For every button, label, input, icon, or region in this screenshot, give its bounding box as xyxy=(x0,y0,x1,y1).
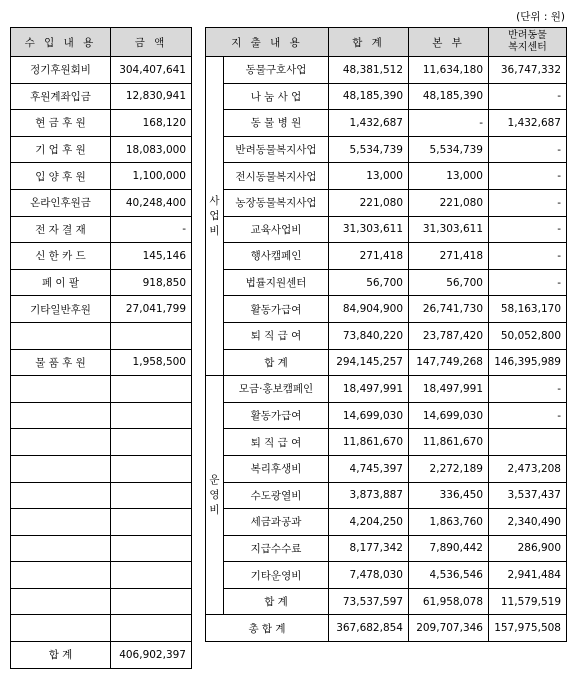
income-label: 페 이 팔 xyxy=(11,269,111,296)
income-label: 후원계좌입금 xyxy=(11,83,111,110)
business-expense-label: 반려동물복지사업 xyxy=(224,136,329,163)
business-expense-label: 동 물 병 원 xyxy=(224,110,329,137)
operating-expense-total: 3,873,887 xyxy=(329,482,409,509)
operating-expense-row xyxy=(206,402,567,429)
income-label xyxy=(11,615,111,642)
income-amount: 27,041,799 xyxy=(111,296,192,323)
operating-expense-total: 8,177,342 xyxy=(329,535,409,562)
income-total-row xyxy=(11,642,192,669)
income-row xyxy=(11,136,192,163)
operating-expense-center: 2,340,490 xyxy=(489,509,567,536)
income-row xyxy=(11,615,192,642)
income-row xyxy=(11,243,192,270)
income-amount xyxy=(111,562,192,589)
business-expense-row xyxy=(206,57,567,84)
business-expense-label: 활동가급여 xyxy=(224,296,329,323)
operating-expense-label: 모금·홍보캠페인 xyxy=(224,376,329,403)
operating-expense-hq: 14,699,030 xyxy=(409,402,489,429)
business-expense-total: 5,534,739 xyxy=(329,136,409,163)
operating-expense-subtotal-row xyxy=(206,588,567,615)
business-expense-row xyxy=(206,136,567,163)
business-expense-row xyxy=(206,269,567,296)
income-amount xyxy=(111,376,192,403)
operating-expense-center: 2,941,484 xyxy=(489,562,567,589)
operating-expense-hq: 336,450 xyxy=(409,482,489,509)
income-row xyxy=(11,269,192,296)
business-expense-hq: 48,185,390 xyxy=(409,83,489,110)
income-row xyxy=(11,402,192,429)
operating-expense-total: 18,497,991 xyxy=(329,376,409,403)
operating-expense-row xyxy=(206,509,567,536)
operating-expense-label: 지급수수료 xyxy=(224,535,329,562)
business-expense-label: 농장동물복지사업 xyxy=(224,189,329,216)
expenditure-header-center: 반려동물 복지센터 xyxy=(489,28,567,57)
operating-expense-hq: 11,861,670 xyxy=(409,429,489,456)
business-expense-hq: 56,700 xyxy=(409,269,489,296)
operating-expense-row xyxy=(206,562,567,589)
operating-expense-hq: 18,497,991 xyxy=(409,376,489,403)
income-label: 물 품 후 원 xyxy=(11,349,111,376)
business-expense-total: 221,080 xyxy=(329,189,409,216)
business-expense-label: 교육사업비 xyxy=(224,216,329,243)
business-expense-label: 퇴 직 급 여 xyxy=(224,322,329,349)
business-expense-total: 13,000 xyxy=(329,163,409,190)
income-row xyxy=(11,57,192,84)
expenditure-table xyxy=(205,27,567,642)
income-row xyxy=(11,216,192,243)
expenditure-header-hq: 본 부 xyxy=(409,28,489,57)
business-expense-hq: 23,787,420 xyxy=(409,322,489,349)
business-expense-hq: 221,080 xyxy=(409,189,489,216)
business-expense-center: - xyxy=(489,163,567,190)
income-label: 정기후원회비 xyxy=(11,57,111,84)
operating-expense-row xyxy=(206,535,567,562)
income-amount: 145,146 xyxy=(111,243,192,270)
operating-expense-total: 7,478,030 xyxy=(329,562,409,589)
business-expense-hq: 13,000 xyxy=(409,163,489,190)
business-expense-center: - xyxy=(489,189,567,216)
business-expense-label: 전시동물복지사업 xyxy=(224,163,329,190)
business-expense-subtotal-total: 294,145,257 xyxy=(329,349,409,376)
business-expense-total: 48,185,390 xyxy=(329,83,409,110)
operating-expense-hq: 2,272,189 xyxy=(409,455,489,482)
business-expense-row xyxy=(206,163,567,190)
operating-expense-total: 4,745,397 xyxy=(329,455,409,482)
income-amount: 1,100,000 xyxy=(111,163,192,190)
business-expense-subtotal-row xyxy=(206,349,567,376)
income-row xyxy=(11,429,192,456)
operating-expense-center: - xyxy=(489,402,567,429)
business-expense-total: 84,904,900 xyxy=(329,296,409,323)
business-expense-center: 1,432,687 xyxy=(489,110,567,137)
business-expense-hq: 31,303,611 xyxy=(409,216,489,243)
income-label xyxy=(11,509,111,536)
operating-expense-hq: 4,536,546 xyxy=(409,562,489,589)
operating-expense-row xyxy=(206,376,567,403)
income-amount: - xyxy=(111,216,192,243)
business-expense-total: 271,418 xyxy=(329,243,409,270)
income-amount: 18,083,000 xyxy=(111,136,192,163)
business-expense-center: 58,163,170 xyxy=(489,296,567,323)
operating-expense-subtotal-hq: 61,958,078 xyxy=(409,588,489,615)
business-expense-center: - xyxy=(489,136,567,163)
income-amount xyxy=(111,429,192,456)
operating-expense-label: 기타운영비 xyxy=(224,562,329,589)
income-amount xyxy=(111,588,192,615)
income-row xyxy=(11,535,192,562)
income-amount: 40,248,400 xyxy=(111,189,192,216)
business-expense-subtotal-center: 146,395,989 xyxy=(489,349,567,376)
income-row xyxy=(11,163,192,190)
income-label: 온라인후원금 xyxy=(11,189,111,216)
operating-expense-hq: 7,890,442 xyxy=(409,535,489,562)
business-expense-subtotal-label: 합 계 xyxy=(224,349,329,376)
operating-expense-label: 세금과공과 xyxy=(224,509,329,536)
grand-total-total: 367,682,854 xyxy=(329,615,409,642)
business-expense-label: 행사캠페인 xyxy=(224,243,329,270)
income-table xyxy=(10,27,192,669)
business-expense-hq: 271,418 xyxy=(409,243,489,270)
income-row xyxy=(11,482,192,509)
income-row xyxy=(11,322,192,349)
income-label xyxy=(11,588,111,615)
income-amount: 168,120 xyxy=(111,110,192,137)
income-label: 기 업 후 원 xyxy=(11,136,111,163)
business-expense-center: - xyxy=(489,83,567,110)
income-amount: 1,958,500 xyxy=(111,349,192,376)
income-label: 입 양 후 원 xyxy=(11,163,111,190)
operating-expense-label: 활동가급여 xyxy=(224,402,329,429)
business-expense-label: 법률지원센터 xyxy=(224,269,329,296)
income-row xyxy=(11,296,192,323)
business-expense-label: 나 눔 사 업 xyxy=(224,83,329,110)
operating-expense-center: 2,473,208 xyxy=(489,455,567,482)
income-amount xyxy=(111,509,192,536)
business-expense-row xyxy=(206,189,567,216)
income-amount xyxy=(111,455,192,482)
business-expense-hq: - xyxy=(409,110,489,137)
operating-expense-row xyxy=(206,482,567,509)
business-expense-group-label: 사 업 비 xyxy=(206,57,224,376)
operating-expense-center: 3,537,437 xyxy=(489,482,567,509)
income-row xyxy=(11,562,192,589)
income-amount xyxy=(111,402,192,429)
operating-expense-subtotal-center: 11,579,519 xyxy=(489,588,567,615)
income-label xyxy=(11,322,111,349)
income-row xyxy=(11,455,192,482)
business-expense-center: 36,747,332 xyxy=(489,57,567,84)
income-amount xyxy=(111,482,192,509)
income-label xyxy=(11,376,111,403)
income-amount: 918,850 xyxy=(111,269,192,296)
business-expense-row xyxy=(206,110,567,137)
operating-expense-hq: 1,863,760 xyxy=(409,509,489,536)
operating-expense-label: 수도광열비 xyxy=(224,482,329,509)
grand-total-center: 157,975,508 xyxy=(489,615,567,642)
income-header-row xyxy=(11,28,192,57)
income-label xyxy=(11,482,111,509)
income-amount xyxy=(111,535,192,562)
income-total-label: 합 계 xyxy=(11,642,111,669)
income-row xyxy=(11,509,192,536)
business-expense-row xyxy=(206,322,567,349)
grand-total-label: 총 합 계 xyxy=(206,615,329,642)
business-expense-total: 31,303,611 xyxy=(329,216,409,243)
operating-expense-subtotal-total: 73,537,597 xyxy=(329,588,409,615)
income-total-amount: 406,902,397 xyxy=(111,642,192,669)
income-row xyxy=(11,349,192,376)
operating-expense-total: 11,861,670 xyxy=(329,429,409,456)
business-expense-center: - xyxy=(489,243,567,270)
operating-expense-center: 286,900 xyxy=(489,535,567,562)
operating-expense-total: 4,204,250 xyxy=(329,509,409,536)
income-label xyxy=(11,429,111,456)
expenditure-header-total: 합 계 xyxy=(329,28,409,57)
business-expense-total: 1,432,687 xyxy=(329,110,409,137)
operating-expense-label: 복리후생비 xyxy=(224,455,329,482)
business-expense-hq: 5,534,739 xyxy=(409,136,489,163)
operating-expense-center: - xyxy=(489,376,567,403)
income-row xyxy=(11,376,192,403)
income-label: 신 한 카 드 xyxy=(11,243,111,270)
business-expense-row xyxy=(206,216,567,243)
business-expense-row xyxy=(206,296,567,323)
business-expense-hq: 26,741,730 xyxy=(409,296,489,323)
expenditure-header-category: 지 출 내 용 xyxy=(206,28,329,57)
operating-expense-group-label: 운 영 비 xyxy=(206,376,224,615)
business-expense-label: 동물구호사업 xyxy=(224,57,329,84)
income-row xyxy=(11,110,192,137)
operating-expense-total: 14,699,030 xyxy=(329,402,409,429)
business-expense-total: 56,700 xyxy=(329,269,409,296)
business-expense-center: - xyxy=(489,269,567,296)
operating-expense-label: 퇴 직 급 여 xyxy=(224,429,329,456)
business-expense-total: 48,381,512 xyxy=(329,57,409,84)
grand-total-row xyxy=(206,615,567,642)
income-label: 전 자 결 재 xyxy=(11,216,111,243)
income-amount: 12,830,941 xyxy=(111,83,192,110)
income-row xyxy=(11,588,192,615)
income-amount xyxy=(111,322,192,349)
income-row xyxy=(11,189,192,216)
income-amount: 304,407,641 xyxy=(111,57,192,84)
business-expense-center: 50,052,800 xyxy=(489,322,567,349)
operating-expense-center xyxy=(489,429,567,456)
grand-total-hq: 209,707,346 xyxy=(409,615,489,642)
business-expense-hq: 11,634,180 xyxy=(409,57,489,84)
business-expense-row xyxy=(206,243,567,270)
income-label xyxy=(11,455,111,482)
operating-expense-row xyxy=(206,429,567,456)
income-amount xyxy=(111,615,192,642)
income-label xyxy=(11,402,111,429)
income-label xyxy=(11,535,111,562)
income-header-amount: 금 액 xyxy=(111,28,192,57)
business-expense-total: 73,840,220 xyxy=(329,322,409,349)
expenditure-header-row xyxy=(206,28,567,57)
business-expense-subtotal-hq: 147,749,268 xyxy=(409,349,489,376)
operating-expense-row xyxy=(206,455,567,482)
unit-note: (단위 : 원) xyxy=(516,11,565,23)
operating-expense-subtotal-label: 합 계 xyxy=(224,588,329,615)
income-label xyxy=(11,562,111,589)
business-expense-center: - xyxy=(489,216,567,243)
income-label: 기타일반후원 xyxy=(11,296,111,323)
business-expense-row xyxy=(206,83,567,110)
income-header-category: 수 입 내 용 xyxy=(11,28,111,57)
income-row xyxy=(11,83,192,110)
income-label: 현 금 후 원 xyxy=(11,110,111,137)
